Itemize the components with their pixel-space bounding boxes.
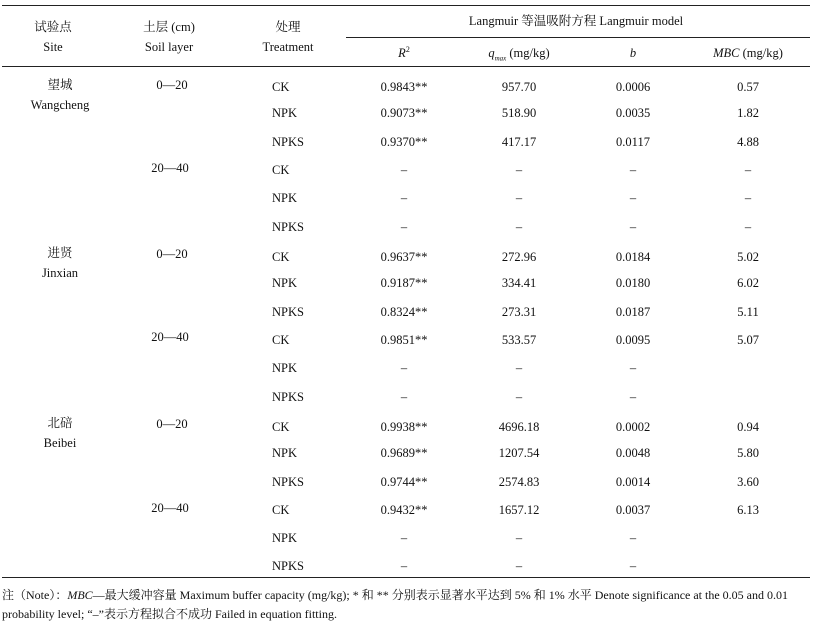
soil-layer-label: 0—20 (156, 247, 188, 261)
mbc-cell: 0.57 (737, 80, 759, 94)
r2-cell: 0.9938** (380, 420, 428, 434)
header-qmax-unit: (mg/kg) (509, 46, 550, 60)
treatment-cell: CK (272, 420, 290, 434)
qmax-cell: 417.17 (501, 135, 537, 149)
treatment-cell: NPK (272, 446, 298, 460)
qmax-cell: 957.70 (501, 80, 537, 94)
r2-cell: – (400, 390, 408, 404)
treatment-cell: CK (272, 503, 290, 517)
soil-layer-label: 20—40 (151, 501, 189, 515)
qmax-cell: 4696.18 (498, 420, 540, 434)
table-top-rule (2, 5, 810, 6)
table-bottom-rule (2, 577, 810, 578)
header-mbc (713, 46, 783, 60)
header-qmax (488, 46, 550, 63)
r2-cell: 0.9073** (380, 106, 428, 120)
b-cell: 0.0006 (615, 80, 651, 94)
qmax-cell: 1207.54 (498, 446, 540, 460)
qmax-cell: – (515, 559, 523, 573)
model-header-rule (346, 37, 810, 38)
b-cell: 0.0035 (615, 106, 651, 120)
header-r2-sup: 2 (405, 44, 410, 54)
site-label-zh: 北碚 (47, 416, 73, 430)
treatment-cell: NPK (272, 191, 298, 205)
b-cell: – (629, 191, 637, 205)
mbc-cell: 5.02 (737, 250, 759, 264)
b-cell: 0.0037 (615, 503, 651, 517)
b-cell: 0.0187 (615, 305, 651, 319)
r2-cell: 0.9370** (380, 135, 428, 149)
qmax-cell: – (515, 531, 523, 545)
header-site-zh: 试验点 (34, 20, 72, 34)
mbc-cell: 6.02 (737, 276, 759, 290)
treatment-cell: NPKS (272, 475, 304, 489)
treatment-cell: CK (272, 250, 290, 264)
site-label-en: Jinxian (41, 266, 79, 280)
b-cell: – (629, 361, 637, 375)
r2-cell: 0.9843** (380, 80, 428, 94)
qmax-cell: 273.31 (501, 305, 537, 319)
b-cell: – (629, 220, 637, 234)
b-cell: 0.0184 (615, 250, 651, 264)
treatment-cell: NPKS (272, 390, 304, 404)
treatment-cell: NPK (272, 106, 298, 120)
treatment-cell: NPK (272, 276, 298, 290)
mbc-cell: 3.60 (737, 475, 759, 489)
qmax-cell: – (515, 191, 523, 205)
r2-cell: – (400, 531, 408, 545)
r2-cell: 0.9432** (380, 503, 428, 517)
header-treatment-zh: 处理 (275, 20, 301, 34)
qmax-cell: 2574.83 (498, 475, 540, 489)
mbc-cell: – (744, 163, 752, 177)
r2-cell: 0.8324** (380, 305, 428, 319)
mbc-cell: – (744, 220, 752, 234)
qmax-cell: 1657.12 (498, 503, 540, 517)
site-label-en: Beibei (43, 436, 77, 450)
mbc-cell: 0.94 (737, 420, 759, 434)
b-cell: – (629, 163, 637, 177)
note-prefix: 注（Note）： (2, 588, 68, 602)
qmax-cell: – (515, 220, 523, 234)
b-cell: – (629, 559, 637, 573)
r2-cell: 0.9689** (380, 446, 428, 460)
note-text: —最大缓冲容量 Maximum buffer capacity (mg/kg); * 和 ** 分别表示显著水平达到 5% 和 1% 水平 Denote significance at the 0.05 and 0.01 probability level; “–”表示方程拟合不成功 Failed in equation fitting. (2, 588, 788, 621)
qmax-cell: – (515, 361, 523, 375)
treatment-cell: NPKS (272, 305, 304, 319)
table-note (2, 586, 810, 624)
header-b: b (629, 46, 637, 60)
qmax-cell: – (515, 163, 523, 177)
mbc-cell: 5.80 (737, 446, 759, 460)
r2-cell: – (400, 163, 408, 177)
mbc-cell: 5.11 (737, 305, 759, 319)
site-label-zh: 望城 (47, 78, 73, 92)
b-cell: 0.0014 (615, 475, 651, 489)
r2-cell: – (400, 361, 408, 375)
header-r2 (398, 46, 410, 60)
qmax-cell: 272.96 (501, 250, 537, 264)
header-soil-layer-en: Soil layer (144, 40, 194, 54)
r2-cell: 0.9637** (380, 250, 428, 264)
treatment-cell: NPKS (272, 559, 304, 573)
mbc-cell: – (744, 191, 752, 205)
header-soil-layer-zh: 土层 (cm) (143, 20, 195, 34)
soil-layer-label: 20—40 (151, 161, 189, 175)
soil-layer-label: 20—40 (151, 330, 189, 344)
b-cell: 0.0117 (616, 135, 650, 149)
treatment-cell: NPK (272, 361, 298, 375)
soil-layer-label: 0—20 (156, 417, 188, 431)
header-qmax-sub: max (494, 54, 507, 63)
mbc-cell: 5.07 (737, 333, 759, 347)
qmax-cell: 533.57 (501, 333, 537, 347)
r2-cell: – (400, 220, 408, 234)
r2-cell: 0.9744** (380, 475, 428, 489)
treatment-cell: CK (272, 333, 290, 347)
header-mbc-label: MBC (713, 46, 740, 60)
r2-cell: 0.9187** (380, 276, 428, 290)
site-label-zh: 进贤 (47, 246, 73, 260)
header-r2-base: R (398, 46, 406, 60)
qmax-cell: 334.41 (501, 276, 537, 290)
b-cell: – (629, 531, 637, 545)
header-model-title: Langmuir 等温吸附方程 Langmuir model (468, 14, 684, 28)
header-treatment-en: Treatment (262, 40, 314, 54)
treatment-cell: NPK (272, 531, 298, 545)
treatment-cell: CK (272, 163, 290, 177)
b-cell: 0.0095 (615, 333, 651, 347)
note-mbc-abbr: MBC (67, 588, 93, 602)
qmax-cell: – (515, 390, 523, 404)
mbc-cell: 6.13 (737, 503, 759, 517)
header-mbc-unit: (mg/kg) (742, 46, 783, 60)
site-label-en: Wangcheng (30, 98, 90, 112)
b-cell: 0.0180 (615, 276, 651, 290)
b-cell: 0.0002 (615, 420, 651, 434)
r2-cell: 0.9851** (380, 333, 428, 347)
b-cell: 0.0048 (615, 446, 651, 460)
r2-cell: – (400, 191, 408, 205)
r2-cell: – (400, 559, 408, 573)
qmax-cell: 518.90 (501, 106, 537, 120)
header-bottom-rule (2, 66, 810, 67)
header-site-en: Site (43, 40, 63, 54)
treatment-cell: NPKS (272, 220, 304, 234)
b-cell: – (629, 390, 637, 404)
soil-layer-label: 0—20 (156, 78, 188, 92)
treatment-cell: CK (272, 80, 290, 94)
mbc-cell: 4.88 (737, 135, 759, 149)
mbc-cell: 1.82 (737, 106, 759, 120)
header-qmax-base: q (488, 46, 495, 60)
treatment-cell: NPKS (272, 135, 304, 149)
